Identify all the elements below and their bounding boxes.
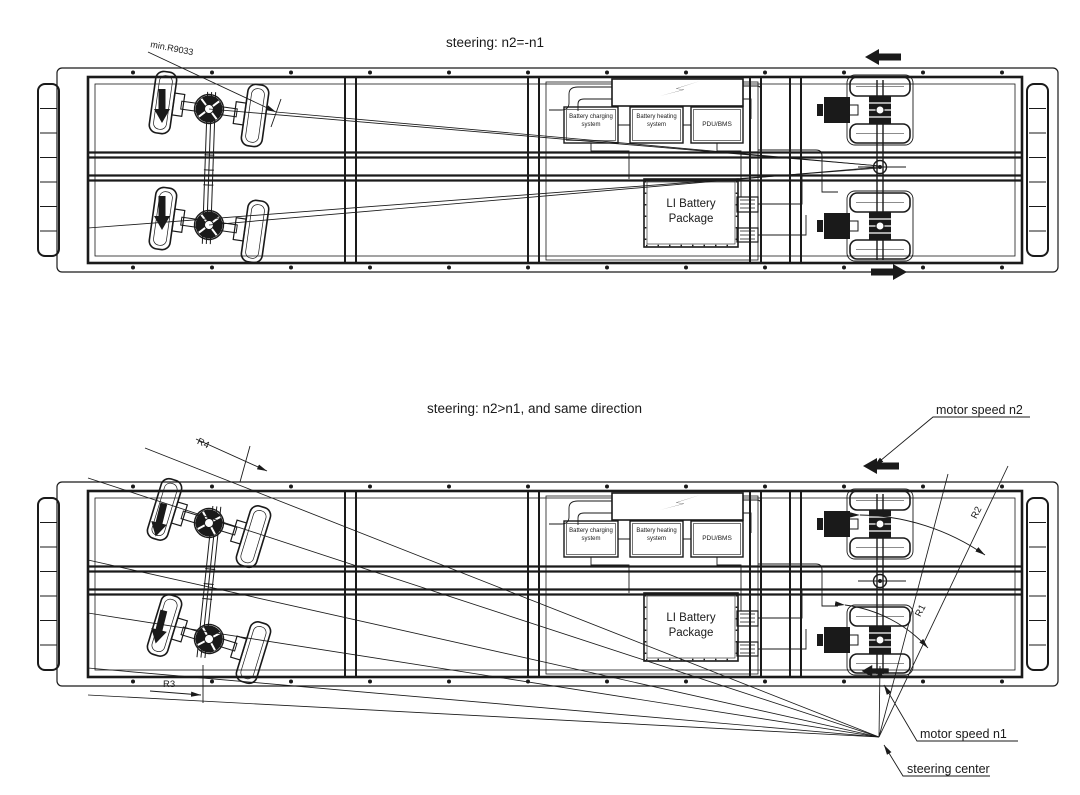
bottom-view-drawing [38, 401, 1058, 776]
top-view-drawing [38, 35, 1058, 280]
rear-drive-wheel-upper [817, 75, 913, 145]
vehicle-chassis [38, 482, 1058, 686]
r4-label: R4 [195, 436, 211, 452]
r3-label: R3 [163, 679, 176, 690]
li-battery-label: LI Battery Package [666, 612, 716, 639]
rear-drive-wheel-upper [817, 489, 913, 559]
axle-center-fitting [858, 161, 906, 174]
battery-heating-label: Battery heating system [636, 114, 677, 128]
li-battery-label: LI Battery Package [666, 198, 716, 225]
wheel-direction-arrow-down-icon [148, 609, 172, 646]
rear-drive-wheel-lower [817, 605, 913, 675]
motor-speed-n2-label: motor speed n2 [936, 403, 1023, 417]
r1-label: R1 [913, 602, 929, 619]
pdu-bms-label: PDU/BMS [702, 121, 732, 128]
r2-label: R2 [969, 504, 985, 521]
min-radius-label: min.R9033 [149, 39, 195, 58]
leader-lines [874, 417, 1030, 776]
top-view-title: steering: n2=-n1 [446, 35, 544, 50]
axle-center-fitting [858, 575, 906, 588]
battery-charging-label: Battery charging system [569, 528, 613, 542]
radius-arcs [845, 515, 985, 648]
r3-dimension [150, 665, 203, 703]
vehicle-chassis [38, 68, 1058, 272]
steering-center-label: steering center [907, 762, 990, 776]
motor-n1-direction-arrow-icon [871, 264, 907, 280]
motor-speed-n1-label: motor speed n1 [920, 727, 1007, 741]
rear-drive-wheel-lower [817, 191, 913, 261]
battery-heating-label: Battery heating system [636, 528, 677, 542]
motor-n2-direction-arrow-icon [865, 49, 901, 65]
wheel-direction-arrow-down-icon [154, 196, 170, 230]
bottom-view-title: steering: n2>n1, and same direction [427, 401, 643, 416]
battery-charging-label: Battery charging system [569, 114, 613, 128]
pdu-bms-label: PDU/BMS [702, 535, 732, 542]
